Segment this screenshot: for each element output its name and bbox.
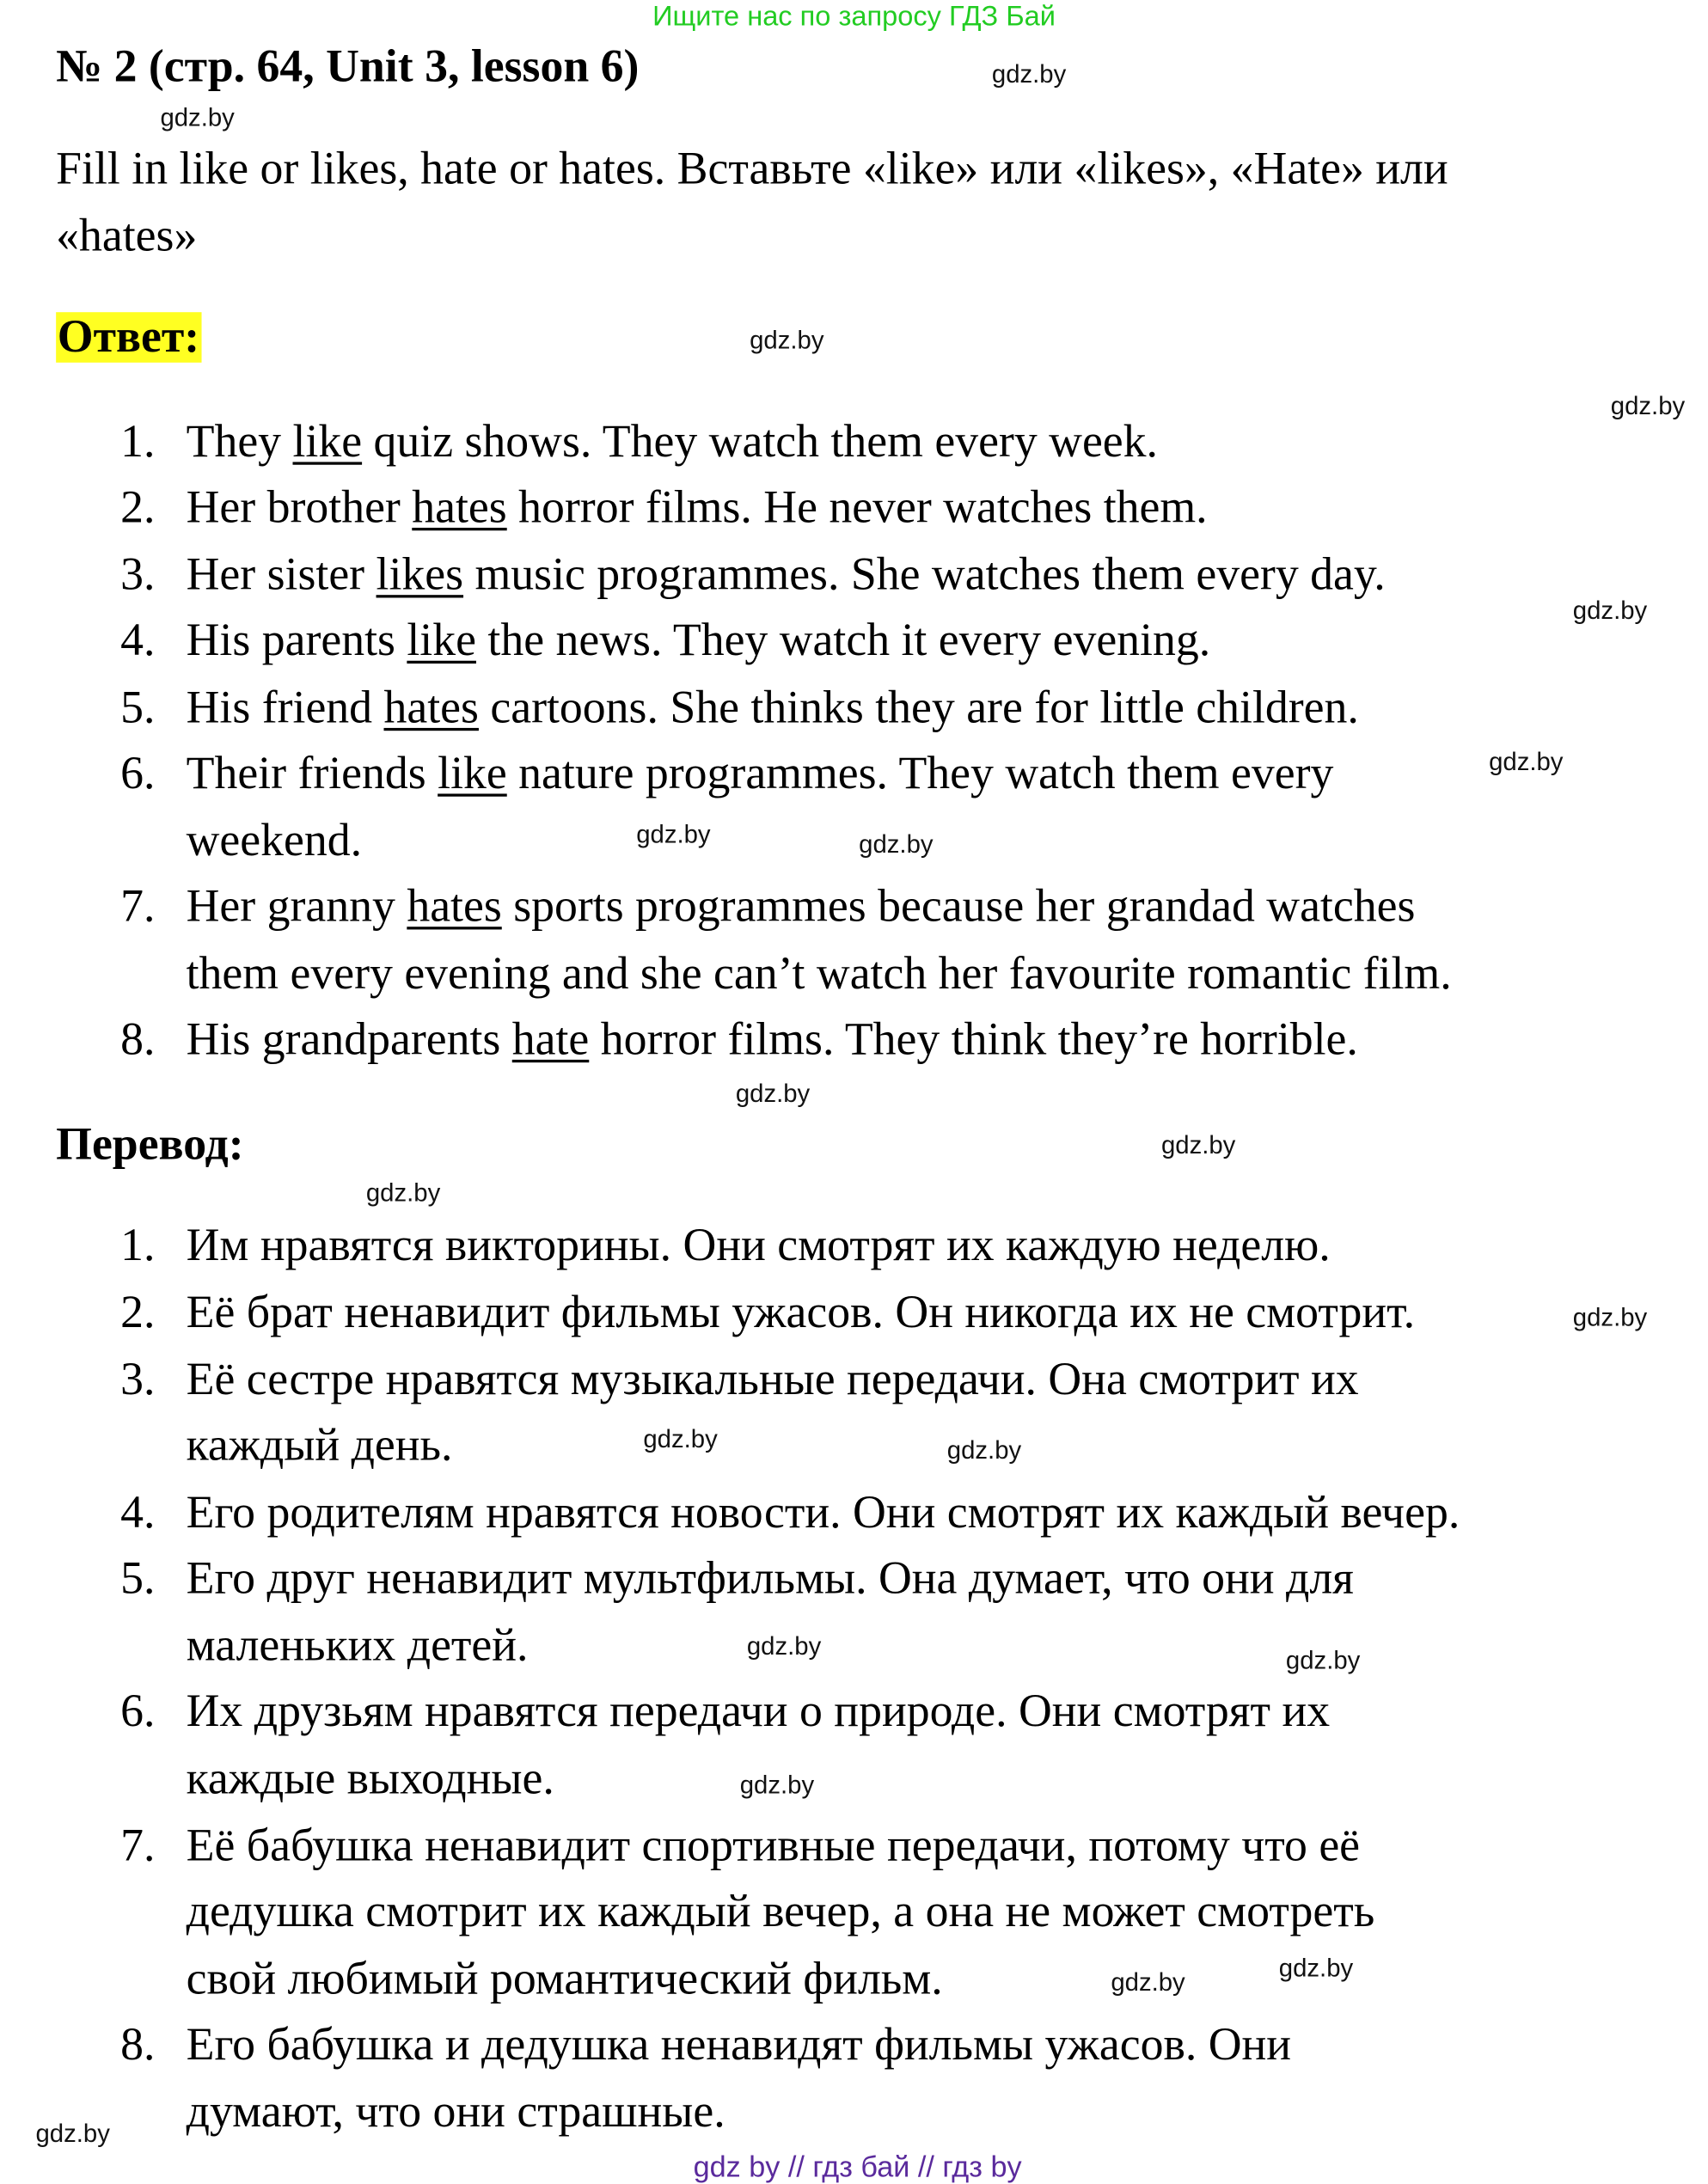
translation-line: Им нравятся викторины. Они смотрят их каждую неделю. bbox=[186, 1220, 1331, 1271]
answer-text: Her brother bbox=[186, 482, 413, 534]
answer-text: music programmes. She watches them every day. bbox=[463, 550, 1386, 601]
answer-text: His grandparents bbox=[186, 1014, 512, 1066]
item-number: 4. bbox=[120, 615, 156, 667]
answer-text: sports programmes because her grandad watches bbox=[501, 882, 1416, 933]
item-number: 2. bbox=[120, 482, 156, 534]
translation-line: дедушка смотрит их каждый вечер, а она не может смотреть bbox=[186, 1887, 1375, 1938]
watermark-text: gdz.by bbox=[1160, 1130, 1236, 1159]
translation-line: свой любимый романтический фильм. bbox=[186, 1954, 943, 2005]
item-number: 2. bbox=[120, 1288, 156, 1339]
answer-text: They bbox=[186, 417, 293, 468]
item-number: 3. bbox=[120, 550, 156, 601]
item-number: 4. bbox=[120, 1488, 156, 1539]
answer-line bbox=[186, 1014, 1358, 1066]
watermark-text: gdz.by bbox=[1285, 1646, 1361, 1674]
search-banner: Ищите нас по запросу ГДЗ Бай bbox=[652, 1, 1056, 33]
item-number: 5. bbox=[120, 1553, 156, 1605]
translation-line: Её брат ненавидит фильмы ужасов. Он никогда их не смотрит. bbox=[186, 1288, 1416, 1339]
item-number: 1. bbox=[120, 417, 156, 468]
watermark-text: gdz.by bbox=[636, 820, 711, 848]
item-number: 1. bbox=[120, 1220, 156, 1271]
translation-line: Её бабушка ненавидит спортивные передачи, потому что её bbox=[186, 1820, 1361, 1872]
watermark-text: gdz.by bbox=[1572, 1303, 1648, 1331]
answer-word-underlined: hates bbox=[407, 882, 502, 933]
watermark-text: gdz.by bbox=[1489, 747, 1564, 776]
exercise-title: № 2 (стр. 64, Unit 3, lesson 6) bbox=[56, 41, 640, 93]
answer-text: His friend bbox=[186, 682, 384, 734]
answer-text: quiz shows. They watch them every week. bbox=[362, 417, 1158, 468]
answer-line bbox=[187, 884, 1416, 931]
answer-text: His parents bbox=[186, 615, 407, 667]
instruction-line: «hates» bbox=[56, 211, 198, 262]
translation-line: маленьких детей. bbox=[186, 1621, 529, 1672]
watermark-text: gdz.by bbox=[739, 1771, 815, 1799]
item-number: 7. bbox=[120, 1820, 156, 1872]
answer-line bbox=[187, 419, 1158, 466]
watermark-text: gdz.by bbox=[750, 326, 824, 355]
watermark-text: gdz.by bbox=[746, 1632, 822, 1661]
answer-word-underlined: hate bbox=[511, 1014, 590, 1066]
watermark-text: gdz.by bbox=[1610, 392, 1686, 420]
answer-text: Her sister bbox=[186, 550, 376, 601]
answer-text: Her granny bbox=[186, 882, 407, 933]
translation-line: Его друг ненавидит мультфильмы. Она думает, что они для bbox=[186, 1553, 1354, 1605]
watermark-text: gdz.by bbox=[1278, 1954, 1354, 1983]
answer-word-underlined: like bbox=[407, 615, 476, 667]
translation-line: Его бабушка и дедушка ненавидят фильмы ужасов. Они bbox=[186, 2020, 1292, 2071]
watermark-text: gdz.by bbox=[643, 1425, 718, 1453]
answer-text: nature programmes. They watch them every bbox=[506, 749, 1334, 799]
answer-text: the news. They watch it every evening. bbox=[475, 615, 1211, 667]
answer-line bbox=[187, 750, 1334, 798]
watermark-text: gdz.by bbox=[1572, 596, 1648, 625]
watermark-text: gdz.by bbox=[35, 2119, 110, 2148]
watermark-text: gdz.by bbox=[365, 1178, 441, 1207]
answer-word-underlined: hates bbox=[383, 682, 479, 734]
translation-line: Их друзьям нравятся передачи о природе. Они смотрят их bbox=[186, 1686, 1331, 1738]
answer-heading: Ответ: bbox=[57, 312, 200, 363]
item-number: 5. bbox=[120, 682, 156, 734]
answer-word-underlined: hates bbox=[412, 482, 507, 534]
item-number: 8. bbox=[120, 1014, 156, 1066]
answer-text: Their friends bbox=[186, 749, 438, 799]
item-number: 8. bbox=[120, 2020, 156, 2071]
watermark-text: gdz.by bbox=[859, 829, 934, 859]
answer-line bbox=[186, 482, 1208, 534]
translation-line: думают, что они страшные. bbox=[186, 2087, 725, 2138]
item-number: 6. bbox=[120, 749, 156, 799]
watermark-text: gdz.by bbox=[160, 103, 235, 132]
answer-word-underlined: like bbox=[292, 417, 363, 468]
answer-line bbox=[186, 682, 1359, 734]
translation-line: каждый день. bbox=[186, 1421, 453, 1471]
item-number: 3. bbox=[120, 1355, 156, 1406]
item-number: 6. bbox=[120, 1686, 156, 1738]
instruction-line: Fill in like or likes, hate or hates. Вставьте «like» или «likes», «Hate» или bbox=[56, 144, 1448, 195]
item-number: 7. bbox=[120, 882, 156, 933]
answer-line bbox=[187, 552, 1386, 599]
answer-word-underlined: like bbox=[438, 749, 507, 799]
footer-links: gdz by // гдз бай // гдз by bbox=[693, 2151, 1022, 2184]
answer-text: cartoons. She thinks they are for little children. bbox=[478, 682, 1359, 734]
answer-text: horror films. He never watches them. bbox=[506, 482, 1208, 534]
answer-text: horror films. They think they’re horrible. bbox=[589, 1014, 1358, 1066]
answer-line-continued: weekend. bbox=[186, 816, 363, 867]
translation-heading: Перевод: bbox=[56, 1119, 244, 1171]
answer-line-continued: them every evening and she can’t watch her favourite romantic film. bbox=[186, 949, 1452, 1000]
translation-line: каждые выходные. bbox=[186, 1753, 554, 1805]
watermark-text: gdz.by bbox=[991, 60, 1067, 89]
answer-word-underlined: likes bbox=[376, 550, 464, 601]
watermark-text: gdz.by bbox=[1111, 1967, 1185, 1997]
watermark-text: gdz.by bbox=[946, 1436, 1022, 1465]
answer-line bbox=[186, 615, 1211, 667]
translation-line: Его родителям нравятся новости. Они смотрят их каждый вечер. bbox=[186, 1488, 1460, 1539]
watermark-text: gdz.by bbox=[735, 1079, 811, 1108]
translation-line: Её сестре нравятся музыкальные передачи. Она смотрит их bbox=[186, 1355, 1359, 1406]
